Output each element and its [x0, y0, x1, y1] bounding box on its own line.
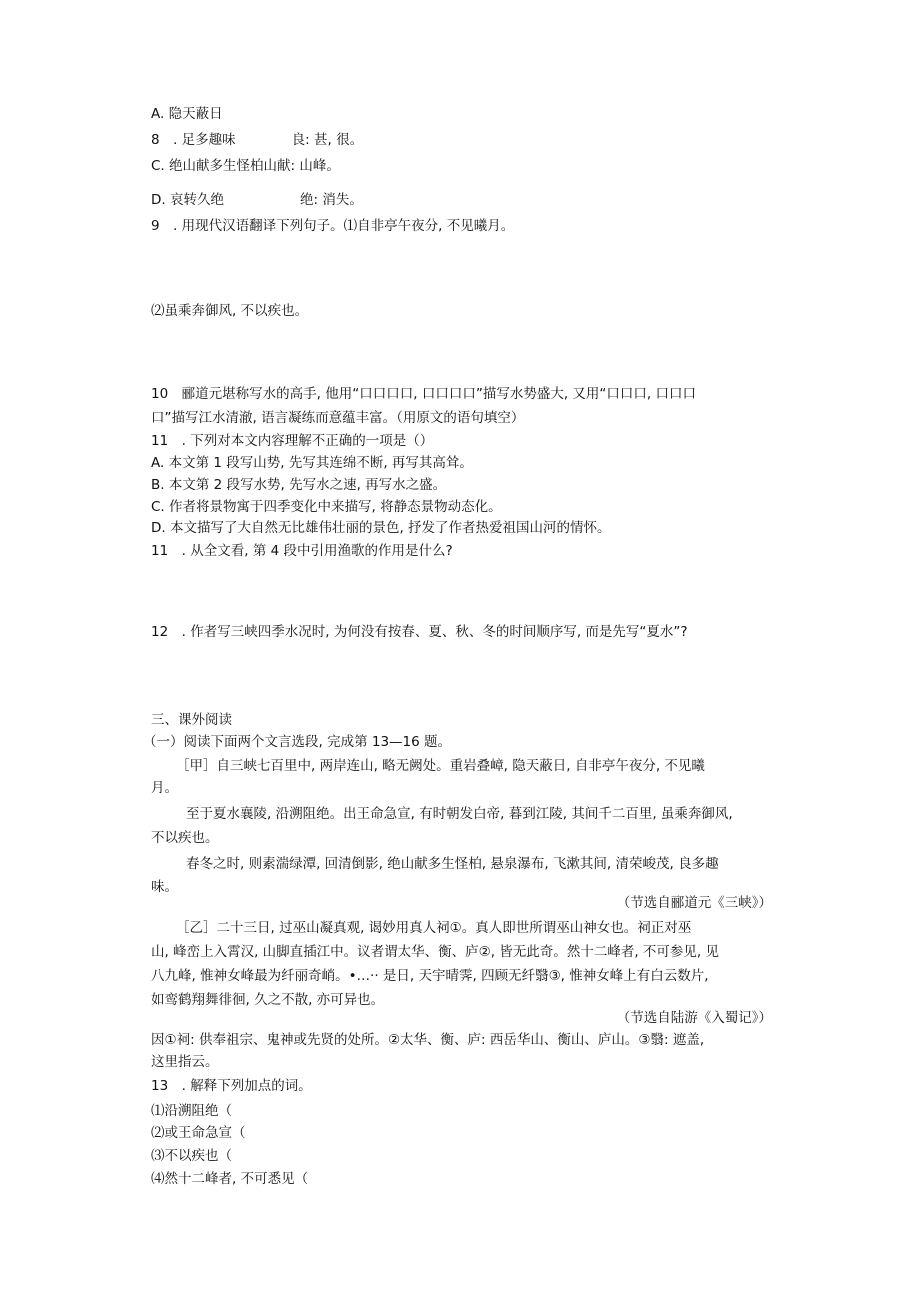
passage-jia-p3-line1: 春冬之时, 则素湍绿潭, 回清倒影, 绝山献多生怪柏, 悬泉瀑布, 飞漱其间, 清荣峻茂, 良多趣: [186, 856, 719, 872]
passage-yi-line2: 山, 峰峦上入霄汉, 山脚直插江中。议者谓太华、衡、庐②, 皆无此奇。然十二峰者, 不可参见, 见: [151, 944, 720, 960]
footnote-line1: 因①祠: 供奉祖宗、鬼神或先贤的处所。②太华、衡、庐: 西岳华山、衡山、庐山。③翳: 遮盖,: [151, 1032, 705, 1048]
question-10-line1: 10 郦道元堪称写水的高手, 他用“口口口口, 口口口口”描写水势盛大, 又用“口口口, 口口口: [151, 386, 696, 402]
question-13-item3: ⑶不以疾也（: [151, 1148, 232, 1164]
question-11a-option-a: A. 本文第 1 段写山势, 先写其连绵不断, 再写其高耸。: [151, 455, 473, 471]
question-13-item2: ⑵或王命急宣（: [151, 1125, 246, 1141]
passage-yi-line3: 八九峰, 惟神女峰最为纤丽奇峭。•…·· 是日, 天宇晴霁, 四顾无纤翳③, 惟神女峰上有白云数片,: [151, 968, 709, 984]
section-subheading: （一）阅读下面两个文言选段, 完成第 13—16 题。: [143, 734, 452, 750]
question-9-stem: 9 . 用现代汉语翻译下列句子。⑴自非亭午夜分, 不见曦月。: [151, 218, 515, 234]
question-10-line2: 口”描写江水清澈, 语言凝练而意蕴丰富。（用原文的语句填空）: [151, 410, 525, 426]
passage-jia-p1-line1: ［甲］自三峡七百里中, 两岸连山, 略无阙处。重岩叠嶂, 隐天蔽日, 自非亭午夜分, 不见曦: [176, 758, 705, 774]
option-d: [151, 190, 363, 210]
question-13-item4: ⑷然十二峰者, 不可悉见（: [151, 1171, 309, 1187]
passage-jia-p1-line2: 月。: [151, 780, 178, 796]
option-d-word: D. 哀转久绝: [151, 192, 224, 208]
passage-yi-line1: ［乙］二十三日, 过巫山凝真观, 谒妙用真人祠①。真人即世所谓巫山神女也。祠正对巫: [176, 920, 692, 936]
passage-jia-p3-line2: 味。: [151, 879, 178, 895]
question-13-stem: 13 . 解释下列加点的词。: [151, 1078, 312, 1094]
option-b-word: 8 . 足多趣味: [151, 132, 236, 148]
section-heading: 三、课外阅读: [151, 712, 232, 728]
question-13-item1: ⑴沿溯阻绝（: [151, 1103, 232, 1119]
question-11b-stem: 11 . 从全文看, 第 4 段中引用渔歌的作用是什么?: [151, 543, 453, 559]
passage-jia-source: （节选自郦道元《三峡》）: [616, 895, 772, 911]
question-12-stem: 12 . 作者写三峡四季水况时, 为何没有按春、夏、秋、冬的时间顺序写, 而是先写“夏水”?: [151, 624, 688, 640]
question-11a-option-b: B. 本文第 2 段写水势, 先写水之速, 再写水之盛。: [151, 477, 447, 493]
option-d-gloss: 绝: 消失。: [299, 192, 363, 208]
option-a: A. 隐天蔽日: [151, 106, 223, 122]
question-11a-option-d: D. 本文描写了大自然无比雄伟壮丽的景色, 抒发了作者热爱祖国山河的情怀。: [151, 520, 611, 536]
question-9-part2: ⑵虽乘奔御风, 不以疾也。: [151, 303, 309, 319]
passage-jia-p2-line2: 不以疾也。: [151, 830, 219, 846]
question-11a-stem: 11 . 下列对本文内容理解不正确的一项是（）: [151, 433, 434, 449]
passage-jia-p2-line1: 至于夏水襄陵, 沿溯阻绝。出王命急宣, 有时朝发白帝, 暮到江陵, 其间千二百里, 虽乘奔御风,: [186, 806, 733, 822]
option-c: C. 绝山献多生怪柏山献: 山峰。: [151, 158, 340, 174]
question-11a-option-c: C. 作者将景物寓于四季变化中来描写, 将静态景物动态化。: [151, 499, 502, 515]
option-b-gloss: 良: 甚, 很。: [291, 132, 364, 148]
footnote-line2: 这里指云。: [151, 1054, 219, 1070]
option-b: [151, 130, 363, 150]
passage-yi-line4: 如鸾鹤翔舞徘徊, 久之不散, 亦可异也。: [151, 992, 385, 1008]
passage-yi-source: （节选自陆游《入蜀记》）: [616, 1010, 772, 1026]
